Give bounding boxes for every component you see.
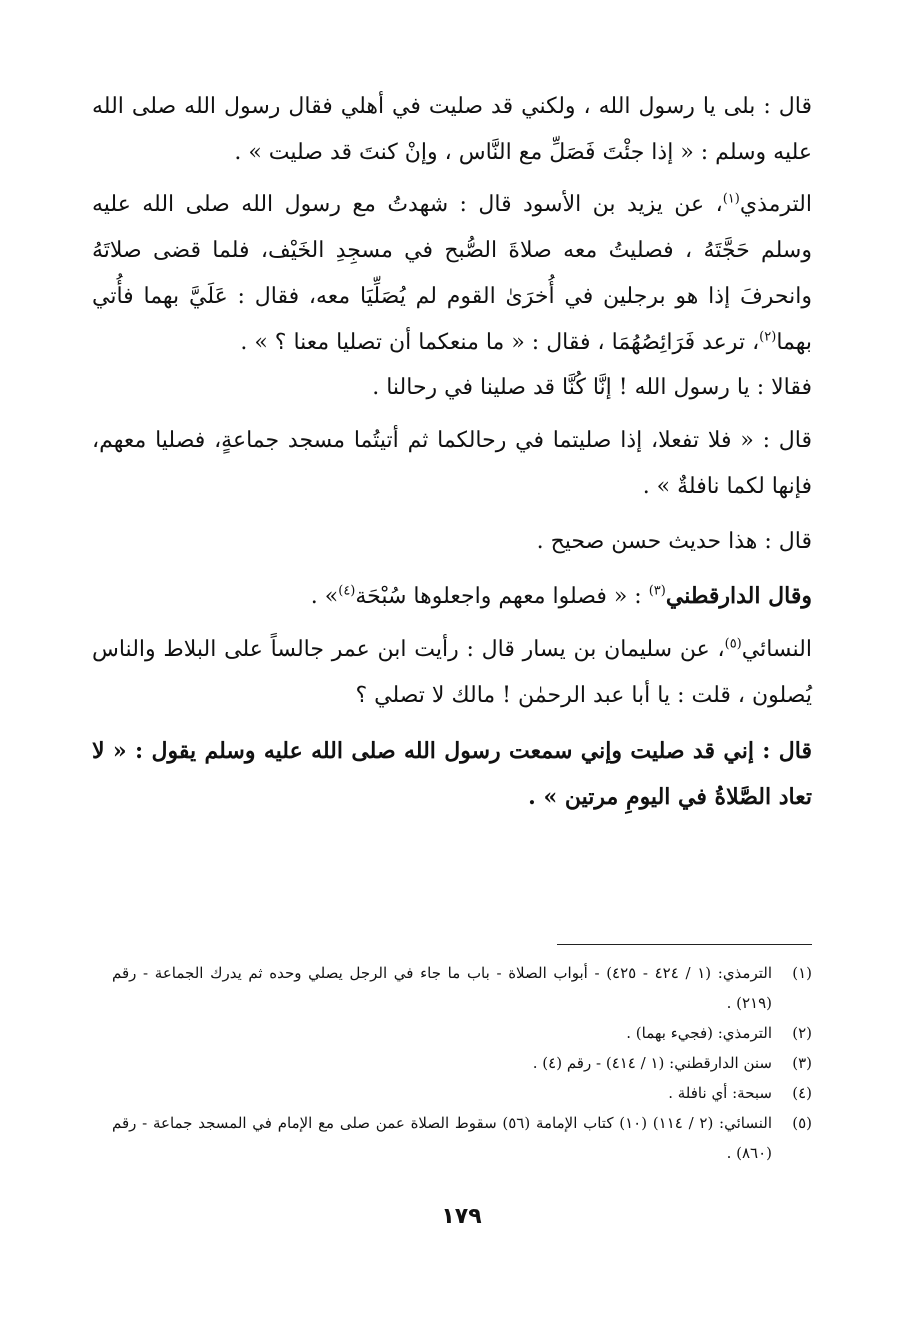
paragraph-6-end: » . <box>310 584 339 609</box>
paragraph-3-text: فقالا : يا رسول الله ! إنَّا كُنَّا قد صلينا في رحالنا . <box>372 375 812 400</box>
paragraph-2-end: ، ترعد فَرَائِصُهُمَا ، فقال : « ما منعكما أن تصليا معنا ؟ » . <box>240 330 760 355</box>
paragraph-4 <box>92 418 812 510</box>
source-name: وقال الدارقطني <box>665 583 812 609</box>
footnote-ref[interactable]: (١) <box>722 191 740 207</box>
footnote-ref[interactable]: (٢) <box>759 329 777 345</box>
footnote-text: سبحة: أي نافلة . <box>668 1084 772 1102</box>
paragraph-8-text: قال : إني قد صليت وإني سمعت رسول الله صلى الله عليه وسلم يقول : « لا تعاد الصَّلاةُ في اليومِ مرتين » . <box>92 738 812 810</box>
footnote-number: (٤) <box>792 1084 812 1102</box>
footnote-5 <box>112 1108 812 1168</box>
footnote-number: (٢) <box>792 1024 812 1042</box>
footnote-text: سنن الدارقطني: (١ / ٤١٤) - رقم (٤) . <box>532 1054 772 1072</box>
paragraph-6 <box>92 573 812 620</box>
page-number: ١٧٩ <box>441 1204 482 1229</box>
footnote-text: الترمذي: (فجيء بهما) . <box>626 1024 772 1042</box>
footnote-ref[interactable]: (٥) <box>724 636 742 652</box>
footnotes <box>112 958 812 1168</box>
footnote-text: النسائي: (٢ / ١١٤) (١٠) كتاب الإمامة (٥٦) سقوط الصلاة عمن صلى مع الإمام في المسجد جماعة - رقم (٨٦٠) . <box>112 1114 772 1162</box>
paragraph-7 <box>92 627 812 719</box>
paragraph-8 <box>92 728 812 820</box>
footnote-1 <box>112 958 812 1018</box>
paragraph-7-text: ، عن سليمان بن يسار قال : رأيت ابن عمر جالساً على البلاط والناس يُصلون ، قلت : يا أبا عبد الرحمٰن ! مالك لا تصلي ؟ <box>92 637 812 708</box>
footnote-ref[interactable]: (٣) <box>648 583 666 599</box>
paragraph-2 <box>92 182 812 366</box>
paragraph-1-text: قال : بلى يا رسول الله ، ولكني قد صليت في أهلي فقال رسول الله صلى الله عليه وسلم : « إذا جئْتَ فَصَلِّ مع النَّاس ، وإنْ كنتَ قد صليت » . <box>92 94 812 165</box>
footnote-ref[interactable]: (٤) <box>338 583 356 599</box>
paragraph-4-text: قال : « فلا تفعلا، إذا صليتما في رحالكما ثم أتيتُما مسجد جماعةٍ، فصليا معهم، فإنها لكما نافلةٌ » . <box>92 428 812 499</box>
footnote-2 <box>112 1018 812 1048</box>
paragraph-5 <box>92 519 812 565</box>
footnote-text: الترمذي: (١ / ٤٢٤ - ٤٢٥) - أبواب الصلاة - باب ما جاء في الرجل يصلي وحده ثم يدرك الجماعة - رقم (٢١٩) . <box>112 964 773 1012</box>
source-name: النسائي <box>741 637 812 662</box>
paragraph-5-text: قال : هذا حديث حسن صحيح . <box>536 529 812 554</box>
paragraph-2-text: ، عن يزيد بن الأسود قال : شهدتُ مع رسول الله صلى الله عليه وسلم حَجَّتَهُ ، فصليتُ معه صلاةَ الصُّبح في مسجِدِ الخَيْف، فلما قضى صلاتَهُ وانحرفَ إذا هو برجلين في أُخرَىٰ القوم لم يُصَلِّيَا معه، فقال : عَلَيَّ بهما فأُتي بهما <box>92 192 812 355</box>
footnote-number: (١) <box>792 964 812 982</box>
footnote-3 <box>112 1048 812 1078</box>
paragraph-1 <box>92 84 812 176</box>
footnote-divider <box>557 944 812 945</box>
footnote-number: (٣) <box>792 1054 812 1072</box>
paragraph-6-text: : « فصلوا معهم واجعلوها سُبْحَة <box>355 584 649 609</box>
footnote-number: (٥) <box>792 1114 812 1132</box>
footnote-4 <box>112 1078 812 1108</box>
source-name: الترمذي <box>739 192 812 217</box>
paragraph-3 <box>92 365 812 411</box>
